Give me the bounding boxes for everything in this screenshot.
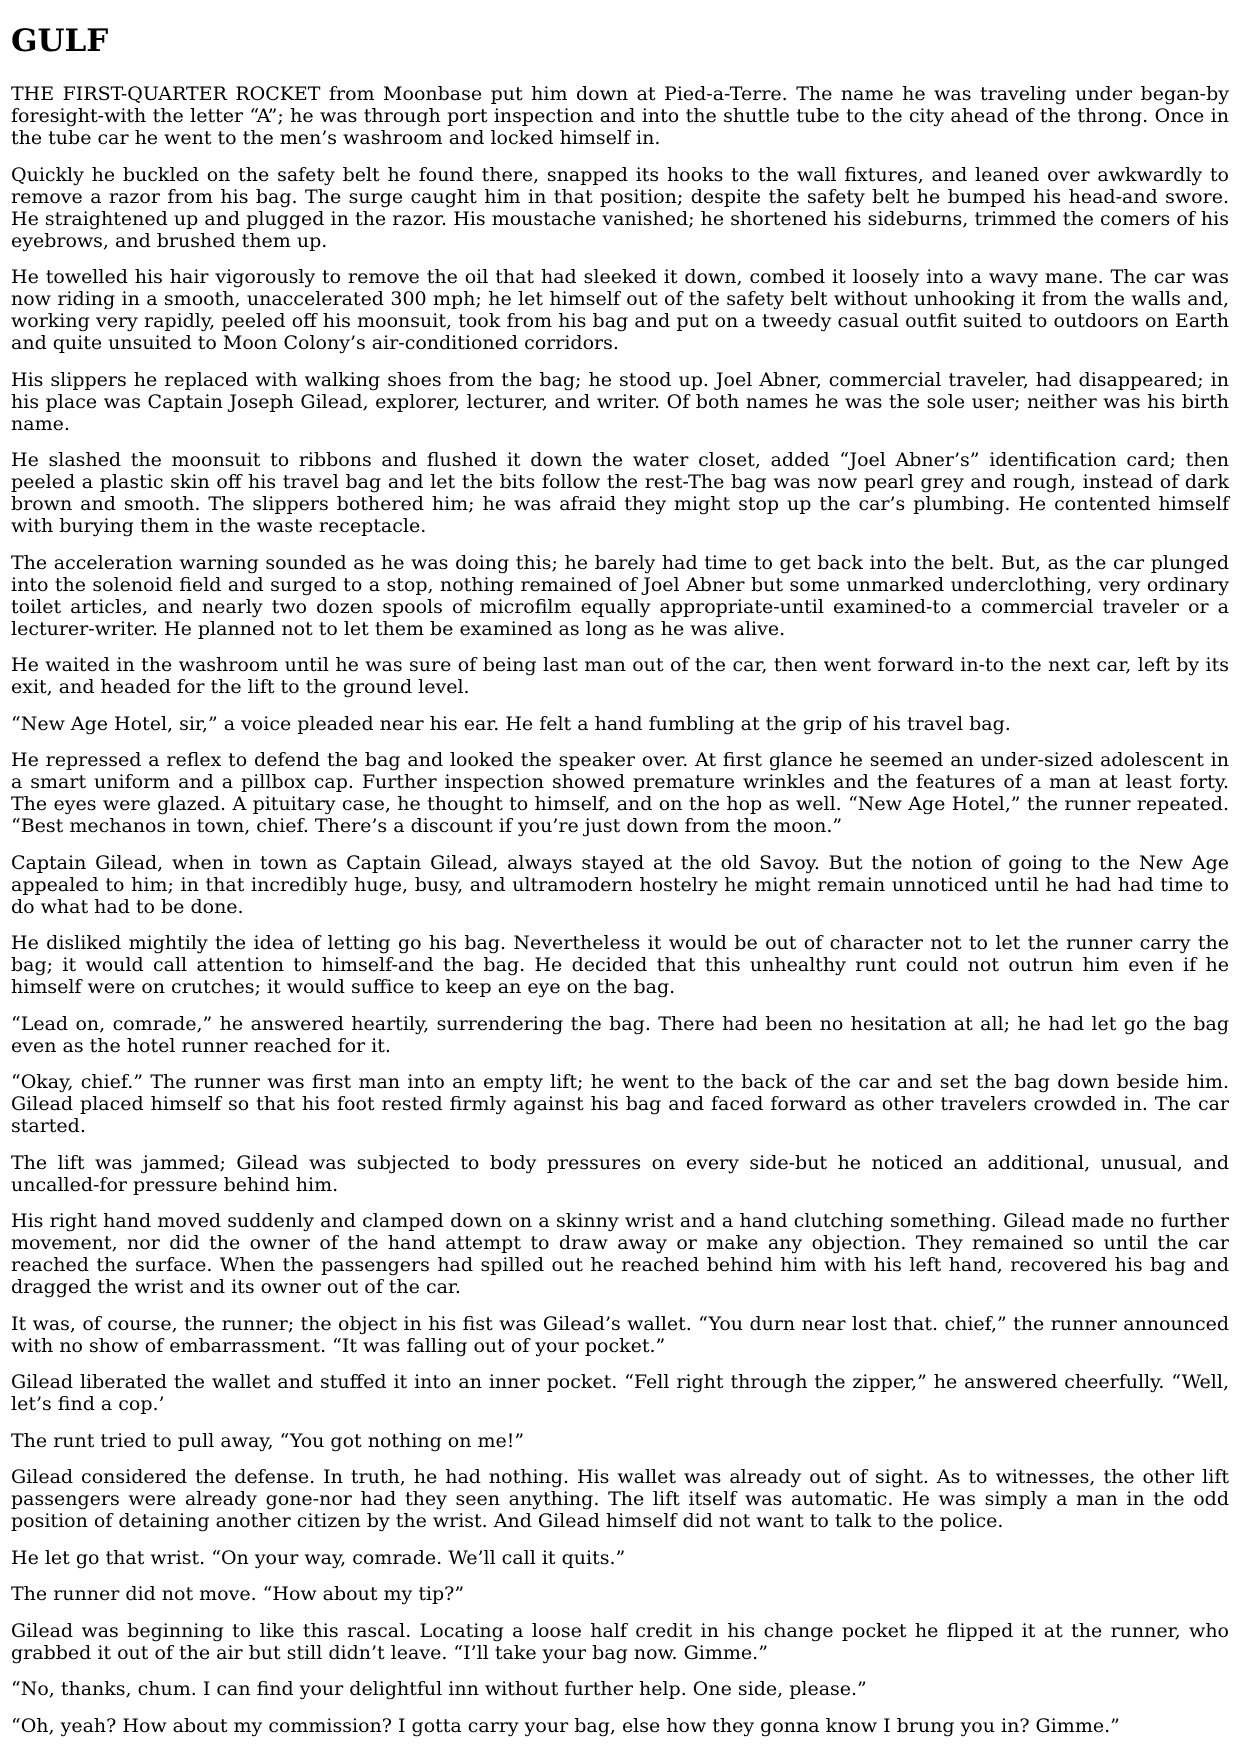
paragraph-17: Gilead liberated the wallet and stuffed it into an inner pocket. “Fell right through the zipper,” he answered cheerfully. “Well, let’s find a cop.’ [11, 1371, 1229, 1415]
paragraph-11: He disliked mightily the idea of letting go his bag. Nevertheless it would be out of character not to let the runner carry the bag; it would call attention to himself-and the bag. He decided that this unhealthy runt could not outrun him even if he himself were on crutches; it would suffice to keep an eye on the bag. [11, 932, 1229, 998]
page-title: GULF [11, 23, 109, 59]
paragraph-7: He waited in the washroom until he was sure of being last man out of the car, then went forward in-to the next car, left by its exit, and headed for the lift to the ground level. [11, 654, 1229, 698]
paragraph-16: It was, of course, the runner; the object in his fist was Gilead’s wallet. “You durn near lost that. chief,” the runner announced with no show of embarrassment. “It was falling out of your pocket.” [11, 1312, 1229, 1357]
paragraph-15: His right hand moved suddenly and clamped down on a skinny wrist and a hand clutching something. Gilead made no further movement, nor did the owner of the hand attempt to draw away or make any objection. They remained so until the car reached the surface. When the passengers had spilled out he reached behind him with his left hand, recovered his bag and dragged the wrist and its owner out of the car. [11, 1210, 1229, 1298]
paragraph-20: He let go that wrist. “On your way, comrade. We’ll call it quits.” [11, 1546, 626, 1569]
paragraph-4: His slippers he replaced with walking shoes from the bag; he stood up. Joel Abner, commercial traveler, had disappeared; in his place was Captain Joseph Gilead, explorer, lecturer, and writer. Of both names he was the sole user; neither was his birth name. [11, 368, 1229, 435]
paragraph-8: “New Age Hotel, sir,” a voice pleaded near his ear. He felt a hand fumbling at the grip of his travel bag. [11, 712, 1011, 735]
paragraph-21: The runner did not move. “How about my tip?” [11, 1583, 465, 1605]
paragraph-13: “Okay, chief.” The runner was first man into an empty lift; he went to the back of the car and set the bag down beside him. Gilead placed himself so that his foot rested firmly against his bag and faced forward as other travelers crowded in. The car started. [11, 1071, 1229, 1137]
paragraph-23: “No, thanks, chum. I can find your delightful inn without further help. One side, please.” [11, 1678, 867, 1700]
paragraph-3: He towelled his hair vigorously to remove the oil that had sleeked it down, combed it loosely into a wavy mane. The car was now riding in a smooth, unaccelerated 300 mph; he let himself out of the safety belt without unhooking it from the walls and, working very rapidly, peeled off his moonsuit, took from his bag and put on a tweedy casual outfit suited to outdoors on Earth and quite unsuited to Moon Colony’s air-conditioned corridors. [11, 266, 1229, 354]
paragraph-18: The runt tried to pull away, “You got nothing on me!” [11, 1429, 525, 1452]
paragraph-9: He repressed a reflex to defend the bag and looked the speaker over. At first glance he seemed an under-sized adolescent in a smart uniform and a pillbox cap. Further inspection showed premature wrinkles and the features of a man at least forty. The eyes were glazed. A pituitary case, he thought to himself, and on the hop as well. “New Age Hotel,” the runner repeated. “Best mechanos in town, chief. There’s a discount if you’re just down from the moon.” [11, 749, 1229, 837]
paragraph-22: Gilead was beginning to like this rascal. Locating a loose half credit in his change pocket he flipped it at the runner, who grabbed it out of the air but still didn’t leave. “I’ll take your bag now. Gimme.” [11, 1619, 1229, 1664]
paragraph-2: Quickly he buckled on the safety belt he found there, snapped its hooks to the wall fixtures, and leaned over awkwardly to remove a razor from his bag. The surge caught him in that position; despite the safety belt he bumped his head-and swore. He straightened up and plugged in the razor. His moustache vanished; he shortened his sideburns, trimmed the comers of his eyebrows, and brushed them up. [11, 163, 1229, 252]
paragraph-24: “Oh, yeah? How about my commission? I gotta carry your bag, else how they gonna know I brung you in? Gimme.” [11, 1714, 1120, 1737]
paragraph-6: The acceleration warning sounded as he was doing this; he barely had time to get back into the belt. But, as the car plunged into the solenoid field and surged to a stop, nothing remained of Joel Abner but some unmarked underclothing, very ordinary toilet articles, and nearly two dozen spools of microfilm equally appropriate-until examined-to a commercial traveler or a lecturer-writer. He planned not to let them be examined as long as he was alive. [11, 551, 1229, 640]
paragraph-14: The lift was jammed; Gilead was subjected to body pressures on every side-but he noticed an additional, unusual, and uncalled-for pressure behind him. [11, 1151, 1229, 1196]
paragraph-10: Captain Gilead, when in town as Captain Gilead, always stayed at the old Savoy. But the notion of going to the New Age appealed to him; in that incredibly huge, busy, and ultramodern hostelry he might remain unnoticed until he had had time to do what had to be done. [11, 851, 1229, 918]
paragraph-19: Gilead considered the defense. In truth, he had nothing. His wallet was already out of sight. As to witnesses, the other lift passengers were already gone-nor had they seen anything. The lift itself was automatic. He was simply a man in the odd position of detaining another citizen by the wrist. And Gilead himself did not want to talk to the police. [11, 1466, 1229, 1532]
paragraph-12: “Lead on, comrade,” he answered heartily, surrendering the bag. There had been no hesitation at all; he had let go the bag even as the hotel runner reached for it. [11, 1012, 1229, 1057]
paragraph-5: He slashed the moonsuit to ribbons and flushed it down the water closet, added “Joel Abner’s” identification card; then peeled a plastic skin off his travel bag and let the bits follow the rest-The bag was now pearl grey and rough, instead of dark brown and smooth. The slippers bothered him; he was afraid they might stop up the car’s plumbing. He contented himself with burying them in the waste receptacle. [11, 449, 1229, 537]
paragraph-1: THE FIRST-QUARTER ROCKET from Moonbase put him down at Pied-a-Terre. The name he was traveling under began-by foresight-with the letter “A”; he was through port inspection and into the shuttle tube to the city ahead of the throng. Once in the tube car he went to the men’s washroom and locked himself in. [11, 83, 1229, 149]
